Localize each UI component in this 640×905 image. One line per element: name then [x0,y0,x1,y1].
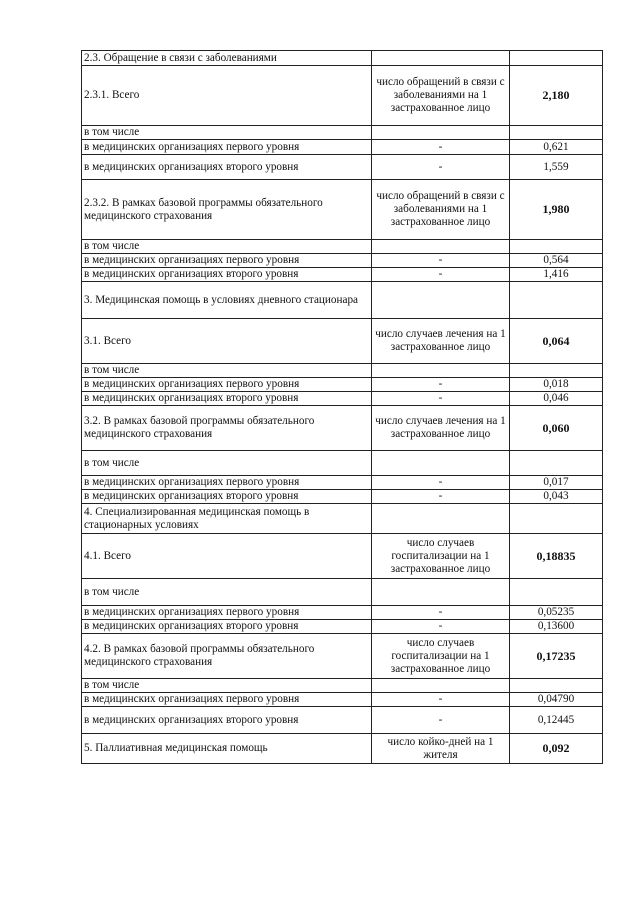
value-cell: 0,17235 [510,634,603,679]
unit-cell: число случаев лечения на 1 застрахованное лицо [372,319,510,364]
table-row [82,634,603,679]
unit-cell: число обращений в связи с заболеваниями на 1 застрахованное лицо [372,66,510,126]
unit-cell: - [372,606,510,620]
indicator-label: 3.1. Всего [82,319,372,364]
table-row [82,504,603,534]
unit-cell: - [372,254,510,268]
value-cell: 0,05235 [510,606,603,620]
value-cell: 1,980 [510,180,603,240]
unit-cell: - [372,476,510,490]
indicators-table [81,50,603,764]
table-row [82,579,603,606]
value-cell [510,51,603,66]
unit-cell: число случаев госпитализации на 1 застрахованное лицо [372,634,510,679]
unit-cell [372,364,510,378]
unit-cell: - [372,155,510,180]
value-cell [510,579,603,606]
unit-cell [372,451,510,476]
table-row [82,451,603,476]
value-cell: 0,18835 [510,534,603,579]
indicator-label: 4.1. Всего [82,534,372,579]
table-row [82,693,603,707]
table-row [82,734,603,764]
indicator-label: 3.2. В рамках базовой программы обязательного медицинского страхования [82,406,372,451]
indicators-table-body [82,51,603,764]
unit-cell: - [372,392,510,406]
unit-cell [372,579,510,606]
indicator-label: в том числе [82,451,372,476]
unit-cell: - [372,140,510,155]
unit-cell: - [372,620,510,634]
table-row [82,66,603,126]
indicator-label: в медицинских организациях второго уровня [82,707,372,734]
value-cell: 1,416 [510,268,603,282]
unit-cell [372,679,510,693]
value-cell: 0,13600 [510,620,603,634]
table-row [82,534,603,579]
indicator-label: 5. Паллиативная медицинская помощь [82,734,372,764]
unit-cell: - [372,378,510,392]
unit-cell [372,126,510,140]
indicator-label: в том числе [82,126,372,140]
table-row [82,707,603,734]
value-cell: 0,017 [510,476,603,490]
value-cell: 0,018 [510,378,603,392]
indicator-label: в том числе [82,579,372,606]
value-cell: 0,046 [510,392,603,406]
indicator-label: в медицинских организациях первого уровня [82,693,372,707]
value-cell [510,451,603,476]
unit-cell: число случаев лечения на 1 застрахованное лицо [372,406,510,451]
unit-cell [372,51,510,66]
value-cell: 0,060 [510,406,603,451]
value-cell: 0,04790 [510,693,603,707]
unit-cell: число случаев госпитализации на 1 застрахованное лицо [372,534,510,579]
indicator-label: 3. Медицинская помощь в условиях дневного стационара [82,282,372,319]
indicator-label: в медицинских организациях второго уровня [82,490,372,504]
table-row [82,180,603,240]
indicator-label: в медицинских организациях второго уровня [82,155,372,180]
value-cell: 0,564 [510,254,603,268]
unit-cell [372,282,510,319]
value-cell [510,364,603,378]
unit-cell: число койко-дней на 1 жителя [372,734,510,764]
value-cell [510,679,603,693]
table-row [82,606,603,620]
table-row [82,620,603,634]
unit-cell: - [372,693,510,707]
indicator-label: 2.3.1. Всего [82,66,372,126]
unit-cell: число обращений в связи с заболеваниями на 1 застрахованное лицо [372,180,510,240]
table-row [82,282,603,319]
unit-cell [372,504,510,534]
indicator-label: в медицинских организациях первого уровня [82,606,372,620]
table-row [82,51,603,66]
indicator-label: в медицинских организациях второго уровня [82,392,372,406]
indicator-label: в том числе [82,240,372,254]
table-row [82,126,603,140]
unit-cell: - [372,490,510,504]
table-row [82,392,603,406]
table-row [82,406,603,451]
indicator-label: в медицинских организациях второго уровня [82,620,372,634]
table-row [82,268,603,282]
indicator-label: в медицинских организациях первого уровня [82,140,372,155]
value-cell: 0,064 [510,319,603,364]
indicator-label: 4.2. В рамках базовой программы обязательного медицинского страхования [82,634,372,679]
table-row [82,476,603,490]
indicator-label: в том числе [82,679,372,693]
value-cell: 0,092 [510,734,603,764]
value-cell: 0,621 [510,140,603,155]
value-cell: 1,559 [510,155,603,180]
value-cell [510,126,603,140]
indicator-label: в медицинских организациях первого уровня [82,254,372,268]
table-row [82,378,603,392]
unit-cell: - [372,268,510,282]
table-row [82,319,603,364]
indicator-label: в том числе [82,364,372,378]
table-row [82,490,603,504]
value-cell [510,240,603,254]
table-row [82,679,603,693]
value-cell: 2,180 [510,66,603,126]
table-row [82,140,603,155]
indicator-label: в медицинских организациях первого уровня [82,378,372,392]
table-row [82,364,603,378]
value-cell [510,504,603,534]
indicator-label: 2.3.2. В рамках базовой программы обязательного медицинского страхования [82,180,372,240]
table-row [82,240,603,254]
unit-cell: - [372,707,510,734]
value-cell [510,282,603,319]
indicator-label: 4. Специализированная медицинская помощь в стационарных условиях [82,504,372,534]
indicator-label: в медицинских организациях первого уровня [82,476,372,490]
unit-cell [372,240,510,254]
value-cell: 0,12445 [510,707,603,734]
table-row [82,254,603,268]
value-cell: 0,043 [510,490,603,504]
table-row [82,155,603,180]
indicator-label: 2.3. Обращение в связи с заболеваниями [82,51,372,66]
indicator-label: в медицинских организациях второго уровня [82,268,372,282]
